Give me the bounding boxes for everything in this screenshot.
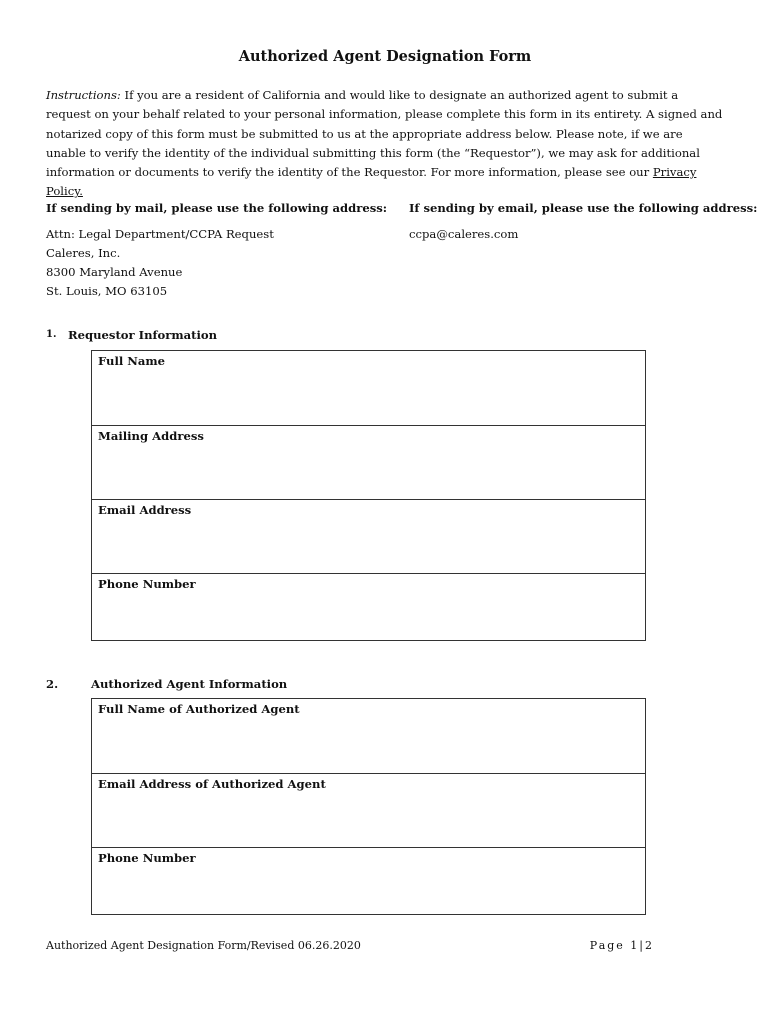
field-label: Mailing Address (98, 429, 204, 443)
instructions-lead: Instructions: (46, 88, 121, 102)
requestor-phone-number-field[interactable] (92, 574, 645, 639)
form-title: Authorized Agent Designation Form (238, 48, 532, 65)
field-label: Phone Number (98, 577, 196, 591)
privacy-policy-link[interactable]: Privacy Policy. (46, 165, 697, 199)
mail-address-block (46, 225, 274, 301)
requestor-mailing-address-field[interactable] (92, 426, 645, 500)
requestor-full-name-field[interactable] (92, 351, 645, 426)
mail-address-line: Caleres, Inc. (46, 246, 121, 260)
field-label: Phone Number (98, 851, 196, 865)
email-address-value[interactable]: ccpa@caleres.com (409, 227, 519, 241)
footer-page-number: Page 1|2 (589, 939, 654, 952)
requestor-info-table (91, 350, 646, 641)
mail-address-line: Attn: Legal Department/CCPA Request (46, 227, 274, 241)
instructions-paragraph (46, 86, 726, 202)
instructions-body: If you are a resident of California and would like to designate an authorized agent to submit a request on your behalf related to your personal information, please complete this form in its entirety. A signed and notarized copy of this form must be submitted to us at the appropriate address below. Please note, if we are unable to verify the identity of the individual submitting this form (the “Requestor”), we may ask for additional information or documents to verify the identity of the Requestor. For more information, please see our (46, 88, 723, 180)
mail-address-line: St. Louis, MO 63105 (46, 284, 168, 298)
agent-phone-number-field[interactable] (92, 848, 645, 913)
email-address-heading: If sending by email, please use the following address: (409, 201, 758, 215)
agent-email-address-field[interactable] (92, 774, 645, 848)
field-label: Email Address (98, 503, 192, 517)
footer-revision-note: Authorized Agent Designation Form/Revised 06.26.2020 (46, 939, 361, 952)
field-label: Full Name of Authorized Agent (98, 702, 300, 716)
section-2-title: Authorized Agent Information (91, 677, 288, 691)
section-1-title: Requestor Information (68, 328, 218, 342)
mail-address-heading: If sending by mail, please use the following address: (46, 201, 388, 215)
requestor-email-address-field[interactable] (92, 500, 645, 574)
section-1-number: 1. (46, 329, 57, 340)
field-label: Full Name (98, 354, 166, 368)
mail-address-line: 8300 Maryland Avenue (46, 265, 183, 279)
agent-full-name-field[interactable] (92, 699, 645, 774)
field-label: Email Address of Authorized Agent (98, 777, 326, 791)
section-2-number: 2. (46, 677, 59, 691)
agent-info-table (91, 698, 646, 915)
